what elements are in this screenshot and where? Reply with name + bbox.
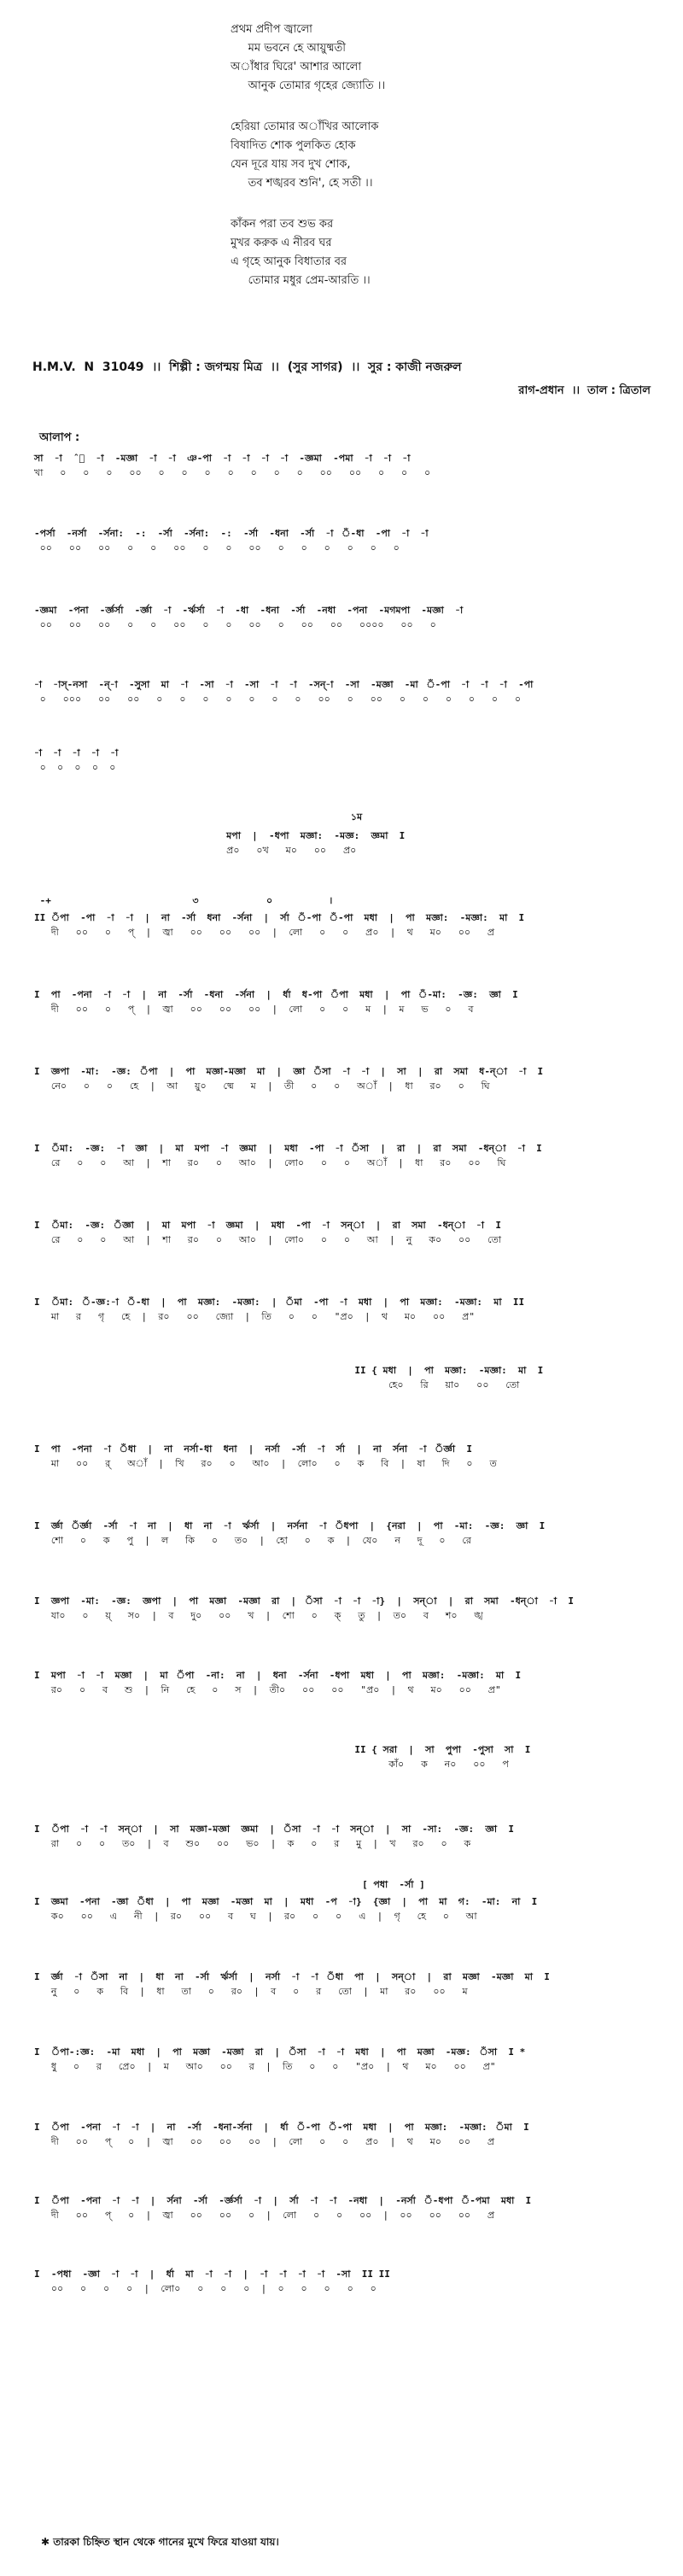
- lyric-line: আনুক তোমার গৃহের জ্যোতি ।।: [231, 79, 386, 92]
- section-marker: ১ম: [34, 811, 363, 823]
- lyric-line: মম ভবনে হে আয়ুষ্মতী: [231, 42, 346, 55]
- lyrics-block: [231, 20, 589, 313]
- syllable-line: দী ০০ ০ প্ | জ্বা ০০ ০০ ০০ | লো ০ ০ ম | ম ভ ০ ব: [34, 1004, 474, 1015]
- lyric-line: কাঁকন পরা তব শুভ কর: [231, 218, 334, 231]
- notation-line: I র্জ্ঞা ঁর্জ্ঞা -র্সা -া না | ধা না -া র্ঋর্সা | নর্সনা -া ঁধপা | {নরা | পা -মা: -জ্ঞ: জ্ঞা I: [34, 1520, 546, 1531]
- lyric-line: অাঁধার ঘিরে' আশার আলো: [231, 61, 362, 73]
- lyrics-stanza-2: [231, 118, 589, 193]
- notation-line: I ঁমা: -জ্ঞ: -া জ্ঞা | মা মপা -া জ্ঞমা | মধা -পা -া ঁসা | রা | রা সমা -ধন্া -া I: [34, 1143, 542, 1154]
- syllable-line: মা ০০ র্ অাঁ | খি র০ ০ আ০ | লো০ ০ ক বি | ষা দি ০ ত: [34, 1458, 497, 1469]
- syllable-line: দী ০০ ০ প্ | জ্বা ০০ ০০ ০০ | লো ০ ০ প্র০ | থ ম০ ০০ প্র: [34, 927, 495, 938]
- lyric-line: তব শঙ্খরব শুনি', হে সতী ।।: [231, 177, 373, 190]
- syllable-line: রে ০ ০ আ | শা র০ ০ আ০ | লো০ ০ ০ আ | নু ক০ ০০ তো: [34, 1234, 502, 1245]
- notation-line: I ঁপা -া -া সন্া | সা মজ্ঞা-মজ্ঞা জ্ঞমা | ঁসা -া -া সন্া | সা -সা: -জ্ঞ: জ্ঞা I: [34, 1824, 514, 1835]
- notation-line: -া -াস্-নসা -ন্-া -সুসা মা -া -সা -া -সা -া -া -সন্-া -সা -মজ্ঞা -মা ঁ-পা -া -া -া -পা: [34, 679, 534, 690]
- notation-line: II ঁপা -পা -া -া | না -র্সা ধনা -র্সনা | র্সা ঁ-পা ঁ-পা মধা | পা মজ্ঞা: -মজ্ঞা: মা I: [34, 912, 525, 923]
- lyric-line: হেরিয়া তোমার অাঁখির আলোক: [231, 120, 379, 133]
- syllable-line: রা ০ ০ ত০ | ব শু০ ০০ ভ০ | ক ০ র মু | খ র০ ০ ক: [34, 1838, 471, 1849]
- syllable-line: ক০ ০০ এ নী | র০ ০০ ব ঘ | র০ ০ ০ এ | গৃ হে ০ আ: [34, 1911, 477, 1922]
- syllable-line: প্র০ ০খ ম০ ০০ প্র০: [34, 845, 357, 856]
- notation-line: I র্জ্ঞা -া ঁসা না | ধা না -র্সা র্ঋর্সা | নর্সা -া -া ঁধা পা | সন্া | রা মজ্ঞা -মজ্ঞা মা I: [34, 1971, 550, 1982]
- notation-line: II { সরা | সা পুপা -পুসা সা I: [196, 1744, 531, 1755]
- alternate-note: [ পধা -র্সা ]: [34, 1879, 425, 1890]
- lyric-line: এ গৃহে আনুক বিধাতার বর: [231, 255, 347, 268]
- syllable-line: শো ০ ক পু | ল কি ০ ত০ | হো ০ ক | যে০ ন দূ ০ রে: [34, 1535, 471, 1546]
- notation-line: I ঁমা: ঁ-জ্ঞ:-া ঁ-ধা | পা মজ্ঞা: -মজ্ঞা: | ঁমা -পা -া মধা | পা মজ্ঞা: -মজ্ঞা: মা II: [34, 1297, 525, 1308]
- notation-line: I ঁমা: -জ্ঞ: ঁজ্ঞা | মা মপা -া জ্ঞমা | মধা -পা -া সন্া | রা সমা -ধন্া -া I: [34, 1220, 501, 1231]
- syllable-line: খা ০ ০ ০ ০০ ০ ০ ০ ০ ০ ০ ০ ০০ ০০ ০ ০ ০: [34, 467, 431, 478]
- syllable-line: ০০ ০ ০ ০ | লো০ ০ ০ ০ | ০ ০ ০ ০ ০: [34, 2283, 377, 2294]
- notation-line: সা -া ˆা -া -মজ্ঞা -া -া ঞ-পা -া -া -া -া -জ্ঞমা -পমা -া -া -া: [34, 453, 411, 464]
- lyric-line: মুখর করুক এ নীরব ঘর: [231, 237, 332, 249]
- notation-line: -জ্ঞমা -পনা -র্জ্ঞর্সা -র্জ্ঞা -া -র্ঋর্সা -া -ধা -ধনা -র্সা -নধা -পনা -মগমপা -মজ্ঞা -া: [34, 605, 464, 616]
- notation-line: মপা | -ধপা মজ্ঞা: -মজ্ঞ: জ্ঞমা I: [34, 830, 406, 841]
- syllable-line: ০০ ০০ ০০ ০ ০ ০০ ০ ০ ০০ ০ ০০ ০০ ০০০০ ০০ ০: [34, 619, 436, 630]
- record-info-line: H.M.V. N 31049 ।। শিল্পী : জগন্ময় মিত্র ।। (সুর সাগর) ।। সুর : কাজী নজরুল: [32, 360, 462, 374]
- raga-tala-line: রাগ-প্রধান ।। তাল : ত্রিতাল: [518, 384, 651, 397]
- record-header: [32, 357, 656, 401]
- syllable-line: ০ ০ ০ ০ ০: [34, 762, 116, 773]
- syllable-line: হে০ রি য়া০ ০০ তো: [196, 1379, 520, 1390]
- notation-line: I জ্ঞপা -মা: -জ্ঞ: জ্ঞপা | পা মজ্ঞা -মজ্ঞা রা | ঁসা -া -া -া} | সন্া | রা সমা -ধন্া -া I: [34, 1595, 574, 1607]
- syllable-line: দী ০০ প্ ০ | জ্বা ০০ ০০ ০ | লো ০ ০ ০০ | ০০ ০০ ০০ প্র: [34, 2210, 495, 2221]
- syllable-line: যা০ ০ য়্ স০ | ব দু০ ০০ খ | শো ০ ক্ তু | ত০ ব শ০ ঙ্খ: [34, 1610, 483, 1621]
- syllable-line: মা র গৃ হে | র০ ০০ জ্যো | তি ০ ০ "প্র০ | থ ম০ ০০ প্র": [34, 1311, 475, 1322]
- notation-line: -া -া -া -া -া: [34, 747, 119, 758]
- syllable-line: কাঁ০ ক ন০ ০০ প: [196, 1759, 509, 1770]
- lyric-line: বিষাদিত শোক পুলকিত হোক: [231, 139, 356, 152]
- lyric-line: প্রথম প্রদীপ জ্বালো: [231, 23, 312, 36]
- syllable-line: র০ ০ ব শু | নি হে ০ স | তী০ ০০ ০০ "প্র০ | থ ম০ ০০ প্র": [34, 1684, 501, 1695]
- syllable-line: নু ০ ক বি | ধা তা ০ র০ | ব ০ র তো | মা র০ ০০ ম: [34, 1986, 468, 1997]
- syllable-line: ধু ০ র প্রে০ | ম আ০ ০০ র | তি ০ ০ "প্র০ | থ ম০ ০০ প্র": [34, 2061, 496, 2072]
- syllable-line: ০০ ০০ ০০ ০ ০ ০০ ০ ০ ০০ ০ ০ ০ ০ ০ ০: [34, 542, 400, 553]
- notation-line: I ঁপা-:জ্ঞ: -মা মধা | পা মজ্ঞা -মজ্ঞা রা | ঁসা -া -া মধা | পা মজ্ঞা -মজ্ঞ: ঁসা I *: [34, 2046, 526, 2058]
- footnote: ✱ তারকা চিহ্নিত স্থান থেকে গানের মুখে ফিরে যাওয়া যায়।: [41, 2536, 279, 2548]
- notation-line: I -পধা -জ্ঞা -া -া | র্ধা মা -া -া | -া -া -া -া -সা II II: [34, 2269, 390, 2280]
- lyric-line: যেন দূরে যায় সব দুখ শোক,: [231, 158, 351, 171]
- syllable-line: ০ ০০০ ০০ ০০ ০ ০ ০ ০ ০ ০ ০ ০০ ০ ০০ ০ ০ ০ ০ ০ ০: [34, 694, 522, 705]
- syllable-line: রে ০ ০ আ | শা র০ ০ আ০ | লো০ ০ ০ অাঁ | ধা র০ ০০ ঘি: [34, 1157, 506, 1168]
- notation-line: I ঁপা -পনা -া -া | না -র্সা -ধনা-র্সনা | র্ধা ঁ-পা ঁ-পা মধা | পা মজ্ঞা: -মজ্ঞা: ঁমা I: [34, 2122, 529, 2133]
- syllable-line: নে০ ০ ০ হে | আ য়ু০ ষ্মে ম | তী ০ ০ অাঁ | ধা র০ ০ ঘি: [34, 1080, 490, 1092]
- lyric-line: তোমার মধুর প্রেম-আরতি ।।: [231, 274, 371, 287]
- alap-label: আলাপ :: [39, 431, 80, 444]
- beat-markers: -+ ৩ ০ ।: [34, 895, 333, 906]
- notation-line: I পা -পনা -া -া | না -র্সা -ধনা -র্সনা | র্ধা ধ-পা ঁপা মধা | পা ঁ-মা: -জ্ঞ: জ্ঞা I: [34, 989, 518, 1000]
- syllable-line: দী ০০ প্ ০ | জ্বা ০০ ০০ ০০ | লো ০ ০ প্র০ | থ ম০ ০০ প্র: [34, 2136, 495, 2147]
- notation-line: I জ্ঞমা -পনা -জ্ঞা ঁধা | পা মজ্ঞা -মজ্ঞা মা | মধা -প -া} {জ্ঞা | পা মা গ: -মা: না I: [34, 1896, 538, 1907]
- notation-line: I জ্ঞপা -মা: -জ্ঞ: ঁপা | পা মজ্ঞা-মজ্ঞা মা | জ্ঞা ঁসা -া -া | সা | রা সমা ধ-ন্া -া I: [34, 1066, 544, 1077]
- notation-line: I মপা -া -া মজ্ঞা | মা ঁপা -না: না | ধনা -র্সনা -ধপা মধা | পা মজ্ঞা: -মজ্ঞা: মা I: [34, 1670, 522, 1681]
- notation-line: I পা -পনা -া ঁধা | না নর্সা-ধা ধনা | নর্সা -র্সা -া র্সা | না র্সনা -া ঁর্জ্ঞা I: [34, 1443, 472, 1455]
- lyrics-stanza-3: [231, 215, 589, 290]
- lyrics-stanza-1: [231, 20, 589, 96]
- notation-line: I ঁপা -পনা -া -া | র্সনা -র্সা -র্জ্ঞর্সা -া | র্সা -া -া -নধা | -নর্সা ঁ-ধপা ঁ-পমা মধা I: [34, 2195, 532, 2206]
- notation-line: II { মধা | পা মজ্ঞা: -মজ্ঞা: মা I: [196, 1365, 544, 1376]
- notation-line: -পর্সা -নর্সা -র্সনা: -: -র্সা -র্সনা: -: -র্সা -ধনা -র্সা -া ঁ-ধা -পা -া -া: [34, 528, 429, 539]
